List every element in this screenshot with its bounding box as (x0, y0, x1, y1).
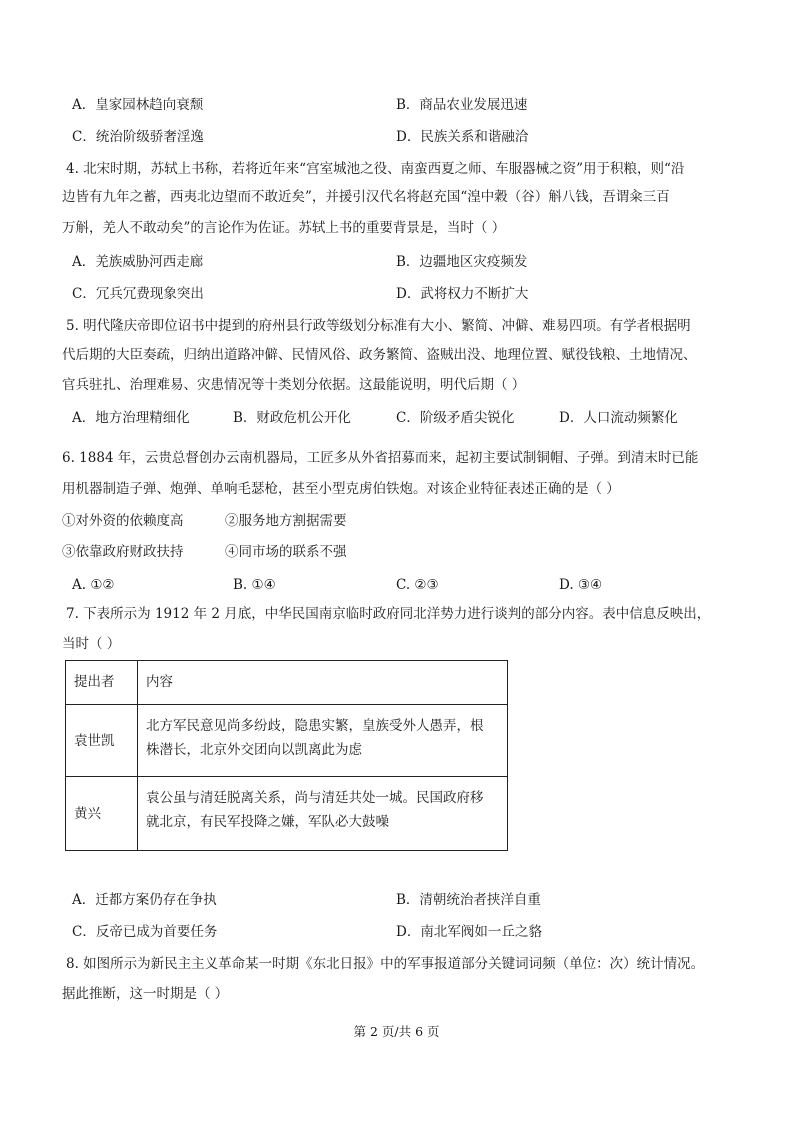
q7-option-c: C．反帝已成为首要任务 (72, 924, 218, 940)
page-footer: 第 2 页/共 6 页 (353, 1024, 440, 1039)
q7-stem-line-1: 7. 下表所示为 1912 年 2 月底，中华民国南京临时政府同北洋势力进行谈判的部分内容。表中信息反映出， (66, 606, 711, 622)
q4-option-b: B．边疆地区灾疫频发 (396, 254, 528, 270)
negotiation-table (65, 660, 508, 851)
q7-option-d: D．南北军阀如一丘之貉 (396, 924, 542, 940)
q7-stem-line-2: 当时（ ） (62, 636, 121, 652)
q7-option-a: A．迁都方案仍存在争执 (72, 892, 217, 908)
table-row-2-content: 袁公虽与清廷脱离关系，尚与清廷共处一城。民国政府移 就北京，有民军投降之嫌，军队必大鼓噪 (146, 790, 484, 830)
q5-option-b: B．财政危机公开化 (233, 410, 351, 426)
q3-option-b: B．商品农业发展迅速 (396, 97, 528, 113)
q5-stem-line-1: 5. 明代隆庆帝即位诏书中提到的府州县行政等级划分标准有大小、繁简、冲僻、难易四项。有学者根据明 (66, 318, 691, 334)
q6-option-d: D. ③④ (559, 577, 603, 593)
q5-option-c: C．阶级矛盾尖锐化 (396, 410, 515, 426)
q5-option-a: A．地方治理精细化 (72, 410, 190, 426)
q6-stem-line-2: 用机器制造子弹、炮弹、单响毛瑟枪，甚至小型克虏伯铁炮。对该企业特征表述正确的是（ ） (62, 481, 620, 497)
q3-option-d: D．民族关系和谐融洽 (396, 129, 529, 145)
q5-option-d: D．人口流动频繁化 (559, 410, 678, 426)
q7-option-b: B．清朝统治者挟洋自重 (396, 892, 541, 908)
q3-option-a: A．皇家园林趋向衰颓 (72, 97, 204, 113)
q6-item-3: ③依靠政府财政扶持 (62, 544, 184, 560)
table-row-2-proposer: 黄兴 (66, 777, 138, 850)
q4-option-c: C．冗兵冗费现象突出 (72, 286, 204, 302)
table-row-1-content: 北方军民意见尚多纷歧，隐患实繁，皇族受外人愚弄，根 株潜长，北京外交团向以凯离此为虑 (138, 705, 507, 777)
q8-stem-line-1: 8. 如图所示为新民主主义革命某一时期《东北日报》中的军事报道部分关键词词频（单位：次）统计情况。 (66, 956, 705, 972)
q5-stem-line-2: 代后期的大臣奏疏，归纳出道路冲僻、民情风俗、政务繁简、盗贼出没、地理位置、赋役钱粮、土地情况、 (62, 347, 697, 363)
q8-stem-line-2: 据此推断，这一时期是（ ） (62, 986, 229, 1002)
q4-stem-line-3: 万斛，羌人不敢动矣”的言论作为佐证。苏轼上书的重要背景是，当时（ ） (62, 220, 506, 236)
q6-stem-line-1: 6. 1884 年，云贵总督创办云南机器局，工匠多从外省招募而来，起初主要试制铜帽、子弹。到清末时已能 (62, 450, 699, 466)
q6-option-b: B. ①④ (233, 577, 276, 593)
q6-item-2: ②服务地方割据需要 (225, 513, 347, 529)
q4-stem-line-2: 边皆有九年之蓄，西夷北边望而不敢近矣”，并援引汉代名将赵充国“湟中穀（谷）斛八钱，吾谓籴三百 (62, 189, 670, 205)
q4-stem-line-1: 4. 北宋时期，苏轼上书称，若将近年来“宫室城池之役、南蛮西夏之师、车服器械之资”用于积粮，则“沿 (66, 161, 685, 177)
q4-option-a: A．羌族威胁河西走廊 (72, 254, 204, 270)
q6-option-c: C. ②③ (396, 577, 439, 593)
table-header-proposer: 提出者 (66, 661, 138, 705)
q4-option-d: D．武将权力不断扩大 (396, 286, 529, 302)
table-header-content: 内容 (138, 661, 507, 705)
q6-item-1: ①对外资的依赖度高 (62, 513, 184, 529)
table-row-1-proposer: 袁世凯 (66, 705, 138, 777)
q6-option-a: A. ①② (72, 577, 115, 593)
q3-option-c: C．统治阶级骄奢淫逸 (72, 129, 204, 145)
q6-item-4: ④同市场的联系不强 (225, 544, 347, 560)
q5-stem-line-3: 官兵驻扎、治理难易、灾患情况等十类划分依据。这最能说明，明代后期（ ） (62, 377, 526, 393)
